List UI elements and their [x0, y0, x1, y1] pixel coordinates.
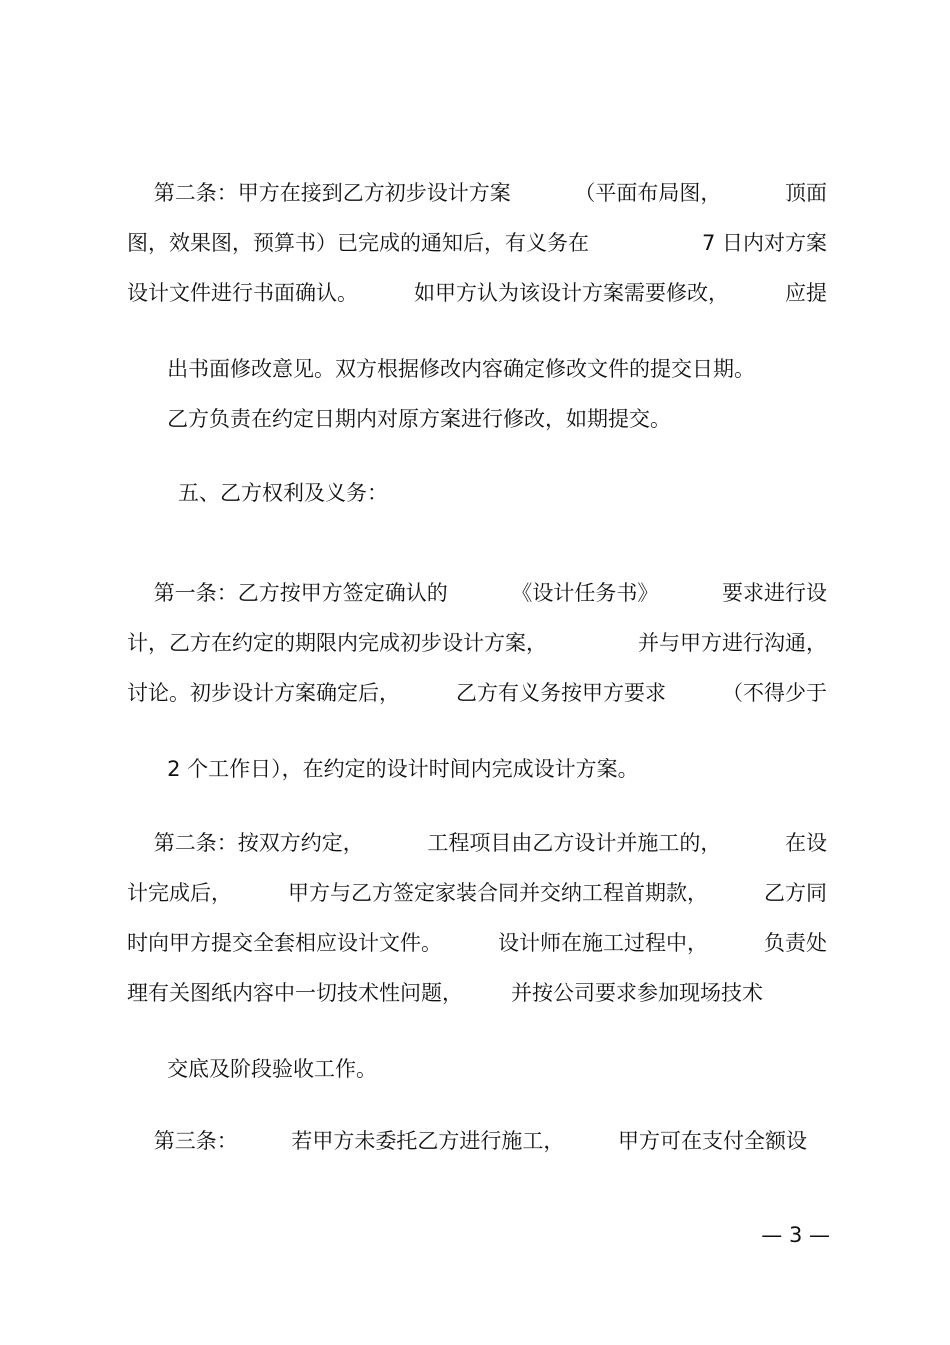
text-segment: 工程项目由乙方设计并施工的，: [427, 831, 722, 855]
paragraph-line: [127, 230, 827, 280]
text-segment: （平面布局图，: [574, 181, 722, 205]
text-segment: 并按公司要求参加现场技术: [511, 981, 763, 1005]
paragraph-line: [127, 730, 827, 780]
paragraph-line: [127, 930, 827, 980]
paragraph-line: [127, 330, 827, 380]
text-segment: 计，乙方在约定的期限内完成初步设计方案，: [127, 631, 547, 655]
paragraph-line: [127, 630, 827, 680]
text-segment: 甲方与乙方签定家装合同并交纳工程首期款，: [288, 881, 708, 905]
text-segment: 讨论。初步设计方案确定后，: [127, 681, 400, 705]
text-segment: 时向甲方提交全套相应设计文件。: [127, 931, 442, 955]
text-segment: 理有关图纸内容中一切技术性问题，: [127, 981, 463, 1005]
text-segment: 乙方有义务按甲方要求: [456, 681, 666, 705]
text-segment: 第一条：乙方按甲方签定确认的: [127, 581, 448, 605]
clause-2-party-b: [127, 830, 827, 1080]
text-segment: 乙方负责在约定日期内对原方案进行修改，如期提交。: [167, 407, 672, 431]
page-number: — 3 —: [761, 1223, 830, 1247]
paragraph-line: [127, 880, 827, 930]
paragraph-line: [127, 830, 827, 880]
text-segment: 图，效果图，预算书）已完成的通知后，有义务在: [127, 231, 589, 255]
paragraph-line: [127, 980, 827, 1030]
text-segment: 第二条：甲方在接到乙方初步设计方案: [127, 181, 511, 205]
text-segment: 第三条：: [127, 1129, 238, 1153]
text-segment: 在设: [784, 831, 827, 855]
text-segment: 7 日内对方案: [701, 231, 827, 255]
clause-2-party-a: [127, 180, 827, 430]
text-segment: 《设计任务书》: [511, 581, 659, 605]
text-segment: 2 个工作日），在约定的设计时间内完成设计方案。: [167, 757, 639, 781]
text-segment: 要求进行设: [721, 581, 827, 605]
text-segment: 乙方同: [764, 881, 827, 905]
text-segment: 设计文件进行书面确认。: [127, 281, 358, 305]
text-segment: 设计师在施工过程中，: [498, 931, 708, 955]
text-segment: 出书面修改意见。双方根据修改内容确定修改文件的提交日期。: [167, 357, 756, 381]
paragraph-line: [127, 280, 827, 330]
paragraph-line: [127, 580, 827, 630]
text-segment: 并与甲方进行沟通，: [638, 631, 827, 655]
text-segment: 应提: [785, 281, 827, 305]
text-segment: （不得少于: [722, 681, 827, 705]
text-segment: 第二条：按双方约定，: [127, 831, 364, 855]
text-segment: 甲方可在支付全额设: [617, 1129, 807, 1153]
paragraph-line: [127, 680, 827, 730]
clause-1-party-b: [127, 580, 827, 780]
text-segment: 顶面: [784, 181, 827, 205]
paragraph-line: [127, 180, 827, 230]
paragraph-line: [127, 1030, 827, 1080]
text-segment: 计完成后，: [127, 881, 232, 905]
section-heading: 五、乙方权利及义务：: [178, 481, 388, 505]
text-segment: 如甲方认为该设计方案需要修改，: [414, 281, 729, 305]
text-segment: 若甲方未委托乙方进行施工，: [291, 1129, 565, 1153]
paragraph-line: [127, 1128, 807, 1178]
text-segment: 负责处: [764, 931, 827, 955]
clause-3-party-b: [127, 1128, 827, 1178]
paragraph-line: [127, 380, 827, 430]
text-segment: 交底及阶段验收工作。: [167, 1057, 378, 1081]
